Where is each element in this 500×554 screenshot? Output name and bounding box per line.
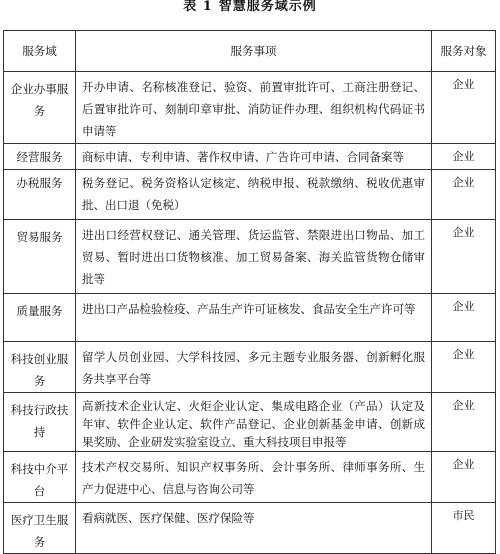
domain-cell: 科技中介平台 (4, 452, 76, 503)
domain-cell: 办税服务 (4, 170, 76, 220)
table-caption (0, 0, 500, 30)
header-target: 服务对象 (432, 31, 496, 72)
items-cell: 商标申请、专利申请、著作权申请、广告许可申请、合同备案等 (76, 144, 432, 170)
target-cell: 市民 (432, 503, 496, 554)
service-domain-table (3, 30, 496, 554)
domain-cell: 企业办事服务 (4, 72, 76, 144)
table-row (4, 220, 496, 294)
table-row (4, 342, 496, 393)
table-row (4, 393, 496, 452)
target-cell: 企业 (432, 294, 496, 342)
items-cell: 技术产权交易所、知识产权事务所、会计事务所、律师事务所、生产力促进中心、信息与咨询公司等 (76, 452, 432, 503)
target-cell: 企业 (432, 393, 496, 452)
target-cell: 企业 (432, 170, 496, 220)
table-number: 表 1 (183, 0, 213, 14)
table-row (4, 452, 496, 503)
table-row (4, 294, 496, 342)
table-row (4, 170, 496, 220)
header-row (4, 31, 496, 72)
table-row (4, 144, 496, 170)
items-cell: 开办申请、名称核准登记、验资、前置审批许可、工商注册登记、后置审批许可、刻制印章审批、消防证件办理、组织机构代码证书申请等 (76, 72, 432, 144)
domain-cell: 科技行政扶持 (4, 393, 76, 452)
target-cell: 企业 (432, 72, 496, 144)
items-cell: 进出口经营权登记、通关管理、货运监管、禁限进出口物品、加工贸易、暂时进出口货物核准、加工贸易备案、海关监管货物仓储审批等 (76, 220, 432, 294)
domain-cell: 质量服务 (4, 294, 76, 342)
table-row (4, 503, 496, 554)
target-cell: 企业 (432, 144, 496, 170)
items-cell: 高新技术企业认定、火炬企业认定、集成电路企业（产品）认定及年审、软件企业认定、软件产品登记、企业创新基金申请、创新成果奖励、企业研发实验室设立、重大科技项目申报等 (76, 393, 432, 452)
items-cell: 留学人员创业园、大学科技园、多元主题专业服务器、创新孵化服务共享平台等 (76, 342, 432, 393)
items-cell: 看病就医、医疗保健、医疗保险等 (76, 503, 432, 554)
target-cell: 企业 (432, 342, 496, 393)
items-cell: 税务登记、税务资格认定核定、纳税申报、税款缴纳、税收优惠审批、出口退（免税） (76, 170, 432, 220)
table-title: 智慧服务域示例 (218, 0, 317, 14)
items-cell: 进出口产品检验检疫、产品生产许可证核发、食品安全生产许可等 (76, 294, 432, 342)
target-cell: 企业 (432, 220, 496, 294)
header-domain: 服务域 (4, 31, 76, 72)
target-cell: 企业 (432, 452, 496, 503)
domain-cell: 经营服务 (4, 144, 76, 170)
domain-cell: 科技创业服务 (4, 342, 76, 393)
header-items: 服务事项 (76, 31, 432, 72)
table-row (4, 72, 496, 144)
domain-cell: 贸易服务 (4, 220, 76, 294)
domain-cell: 医疗卫生服务 (4, 503, 76, 554)
